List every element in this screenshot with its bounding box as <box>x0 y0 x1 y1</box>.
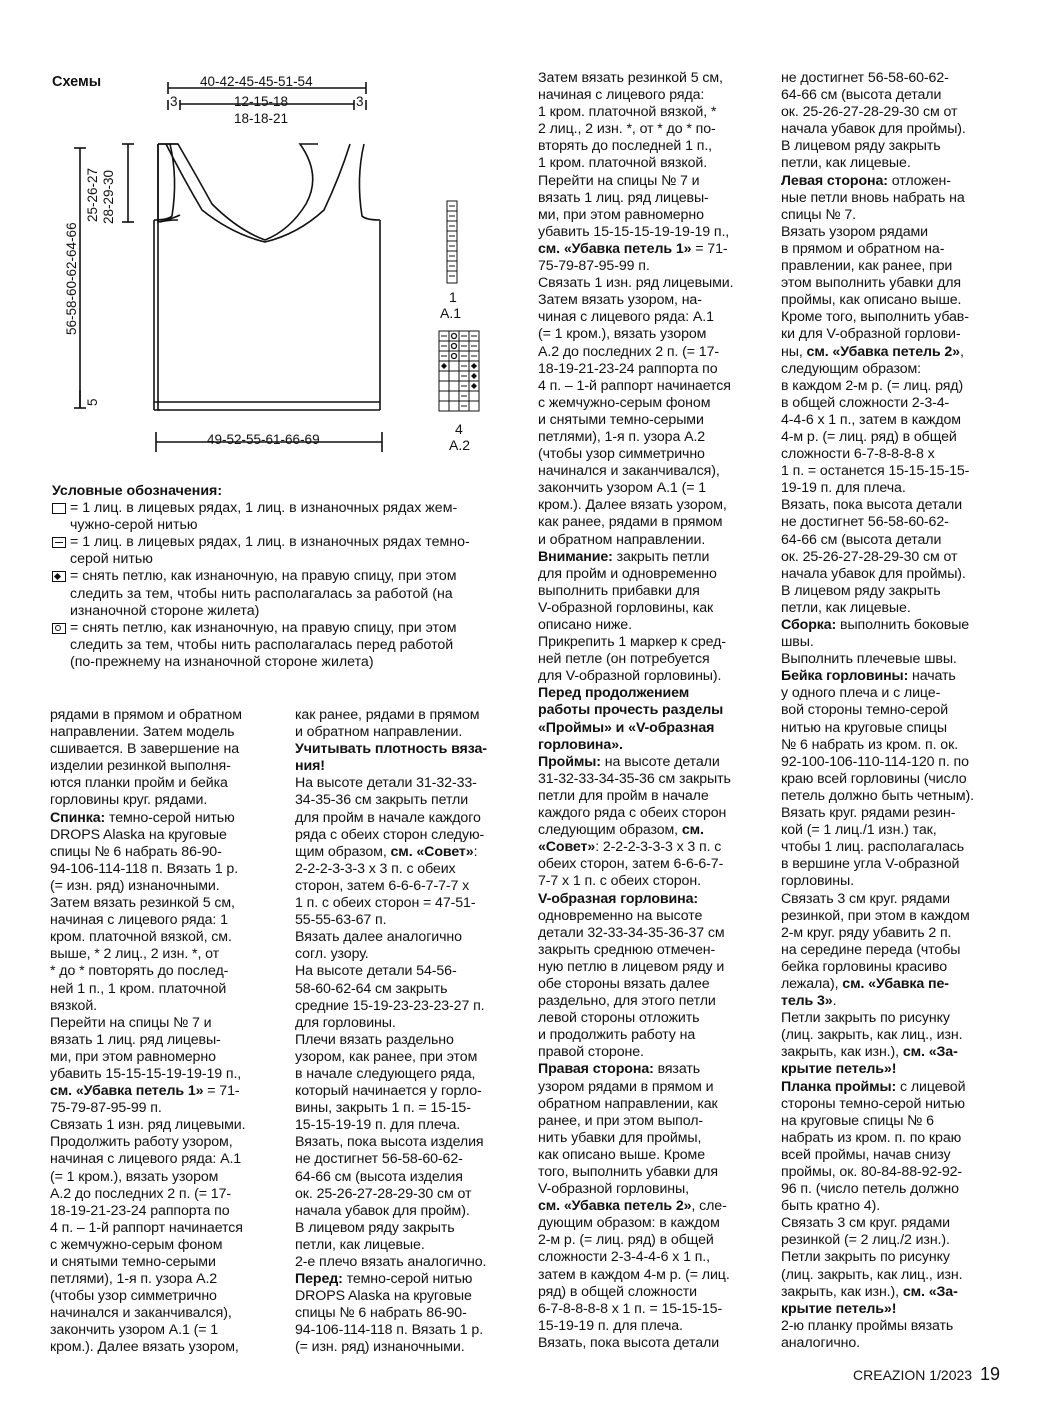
text-line: Перед: темно-серой нитью <box>295 1271 473 1288</box>
text-line: (чтобы узор симметрично <box>538 446 705 463</box>
text-line: аналогично. <box>781 1334 861 1351</box>
text-line: 64-66 см (высота детали <box>781 87 942 104</box>
text-line: петлями), 1-я п. узора A.2 <box>538 428 706 445</box>
text-line: рядами в прямом и обратном <box>50 707 242 723</box>
text-line: убавить 15-15-15-19-19-19 п., <box>50 1065 242 1082</box>
text-line: каждого ряда с обеих сторон <box>538 805 727 822</box>
text-line: левой стороны отложить <box>538 1010 700 1027</box>
text-line: средние 15-19-23-23-23-27 п. <box>295 997 485 1014</box>
text-line: Связать 1 изн. ряд лицевыми. <box>50 1117 246 1134</box>
text-line: следующим образом: <box>781 360 922 377</box>
text-line: кром.). Далее вязать узором, <box>538 497 727 514</box>
text-line: раздельно, для этого петли <box>538 993 716 1010</box>
text-line: ранее, и при этом выпол- <box>538 1112 704 1129</box>
text-line: стороны темно-серой нитью <box>781 1095 965 1112</box>
text-line: обратном направлении, как <box>538 1095 718 1112</box>
text-line: сшивается. В завершение на <box>50 741 240 758</box>
text-line: для горловины. <box>295 1014 396 1031</box>
text-line: правлении, как ранее, при <box>781 258 953 275</box>
text-line: вязкой. <box>50 997 97 1014</box>
text-line: в вершине угла V-образной <box>781 856 960 873</box>
text-line: 18-19-21-23-24 раппорта по <box>50 1202 230 1219</box>
text-line: вязать 1 лиц. ряд лицевы- <box>50 1031 221 1048</box>
text-line: спицы № 6 набрать 86-90- <box>295 1305 467 1322</box>
text-line: кром. платочной вязкой, см. <box>50 929 232 946</box>
text-line: В лицевом ряду закрыть <box>781 138 941 155</box>
text-line: детали 32-33-34-35-36-37 см <box>538 924 725 941</box>
text-line: обеих сторон, затем 6-6-6-7- <box>538 856 724 873</box>
text-line: нить убавки для проймы, <box>538 1129 702 1146</box>
text-line: Внимание: закрыть петли <box>538 548 710 565</box>
text-line: 2 лиц., 2 изн. *, от * до * по- <box>538 121 716 138</box>
page-footer <box>853 1364 1000 1385</box>
text-line: описано ниже. <box>538 617 632 633</box>
text-line: 58-60-62-64 см закрыть <box>295 980 448 997</box>
text-line: V-образной горловины, <box>538 1181 689 1198</box>
text-line: Вязать, пока высота изделия <box>295 1134 484 1151</box>
armhole-depth-1-label: 25-26-27 <box>85 167 100 222</box>
text-line: 55-55-63-67 п. <box>295 912 387 929</box>
chart-a2 <box>438 330 484 422</box>
text-line: закрыть, как изн.), см. «За- <box>781 1044 958 1061</box>
text-line: 7-7 х 1 п. с обеих сторон. <box>538 873 701 890</box>
text-line: вины, закрыть 1 п. = 15-15- <box>295 1100 471 1117</box>
text-line: проймы, как описано выше. <box>781 292 962 309</box>
text-line: закончить узором A.1 (= 1 <box>538 480 707 497</box>
text-line: и обратном направлении. <box>295 724 463 741</box>
neck-width-2-label: 18-18-21 <box>234 111 289 126</box>
text-line: крытие петель»! <box>781 1061 897 1078</box>
text-line: 34-35-36 см закрыть петли <box>295 792 469 809</box>
legend <box>52 483 522 671</box>
text-line: начиная с лицевого ряда: 1 <box>50 912 228 929</box>
text-line: (лиц. закрыть, как лиц., изн. <box>781 1266 963 1283</box>
text-line: 96 п. (число петель должно <box>781 1181 959 1198</box>
text-line: вязать 1 лиц. ряд лицевы- <box>538 189 709 206</box>
text-line: набрать из кром. п. по краю <box>781 1129 962 1146</box>
text-line: Сборка: выполнить боковые <box>781 617 970 633</box>
text-line: Вязать круг. рядами резин- <box>781 805 956 822</box>
text-line: и обратном направлении. <box>538 531 706 548</box>
text-line: Вязать, пока высота детали <box>781 497 963 514</box>
text-line: направлении. Затем модель <box>50 724 235 741</box>
text-line: A.2 до последних 2 п. (= 17- <box>50 1185 232 1202</box>
text-line: Перейти на спицы № 7 и <box>50 1014 212 1031</box>
text-line: петли, как лицевые. <box>781 155 911 172</box>
text-line: 15-15-19-19 п. для плеча. <box>295 1117 461 1134</box>
text-line: (лиц. закрыть, как лиц., изн. <box>781 1027 963 1044</box>
text-line: который начинается у горло- <box>295 1083 482 1100</box>
legend-item: = снять петлю, как изнаночную, на правую спицу, при этом следить за тем, чтобы нить располагалась за работой (на изнаночной стороне жилета) <box>52 568 522 619</box>
text-line: работы прочесть разделы <box>538 702 724 719</box>
text-line: ряд) в общей сложности <box>538 1283 697 1300</box>
text-line: Правая сторона: вязать <box>538 1061 701 1078</box>
text-line: ряда с обеих сторон следую- <box>295 826 485 843</box>
text-line: ные петли вновь набрать на <box>781 189 965 206</box>
text-line: и снятыми темно-серыми <box>538 411 704 428</box>
text-line: (= 1 кром.), вязать узором <box>50 1168 219 1185</box>
text-line: горловины. <box>781 873 854 890</box>
text-line: Выполнить плечевые швы. <box>781 651 957 668</box>
text-line: в общей сложности 2-3-4- <box>781 394 950 411</box>
text-line: петли, как лицевые. <box>295 1236 425 1253</box>
text-line: кром.). Далее вязать узором, <box>50 1339 239 1356</box>
text-line: ми, при этом равномерно <box>538 206 704 223</box>
text-line: на середине переда (чтобы <box>781 941 961 958</box>
total-height-label: 56-58-60-62-64-66 <box>64 222 79 335</box>
legend-item: = снять петлю, как изнаночную, на правую спицу, при этом следить за тем, чтобы нить располагалась перед работой (по-прежнему на изнаночной стороне жилета) <box>52 620 522 671</box>
text-line: V-образной горловины, как <box>538 599 714 616</box>
text-line: ок. 25-26-27-28-29-30 см от <box>781 548 958 565</box>
text-line: см. «Убавка петель 1» = 71- <box>50 1083 240 1100</box>
text-line: вой стороны темно-серой <box>781 702 949 719</box>
text-line: ны, см. «Убавка петель 2», <box>781 343 964 360</box>
text-line: начиная с лицевого ряда: <box>538 87 705 104</box>
text-line: горловины круг. рядами. <box>50 792 208 809</box>
text-line: (= изн. ряд) изнаночными. <box>295 1339 465 1356</box>
text-line: в начале следующего ряда, <box>295 1065 476 1082</box>
text-line: согл. узору. <box>295 946 369 963</box>
text-column-3 <box>538 70 773 1352</box>
text-line: 2-е плечо вязать аналогично. <box>295 1254 487 1270</box>
text-line: у одного плеча и с лице- <box>781 685 941 702</box>
text-line: щим образом, см. «Совет»: <box>295 843 478 860</box>
page-number: 19 <box>979 1364 1000 1384</box>
text-line: петли, как лицевые. <box>781 599 911 616</box>
text-line: не достигнет 56-58-60-62- <box>781 514 949 531</box>
text-line: 18-19-21-23-24 раппорта по <box>538 360 718 377</box>
text-line: Кроме того, выполнить убав- <box>781 309 969 326</box>
text-line: ок. 25-26-27-28-29-30 см от <box>781 104 958 121</box>
bottom-width-label: 49-52-55-61-66-69 <box>207 432 320 447</box>
shoulder-left-label: 3 <box>170 94 178 109</box>
text-line: Связать 3 см круг. рядами <box>781 1215 950 1232</box>
schemes-heading: Схемы <box>52 74 102 90</box>
text-line: 64-66 см (высота детали <box>781 531 942 548</box>
legend-item: = 1 лиц. в лицевых рядах, 1 лиц. в изнаночных рядах жем- чужно-серой нитью <box>52 500 522 534</box>
armhole-depth-2-label: 28-29-30 <box>101 169 116 224</box>
text-line: На высоте детали 31-32-33- <box>295 775 477 792</box>
text-line: вторять до последней 1 п., <box>538 138 713 155</box>
text-line: Вязать, пока высота детали <box>538 1334 720 1351</box>
text-line: сложности 2-3-4-4-6 х 1 п., <box>538 1249 710 1266</box>
text-line: нитью на круговые спицы <box>781 719 947 736</box>
text-line: в прямом и обратном на- <box>781 240 945 257</box>
text-line: сложности 6-7-8-8-8-8 х <box>781 446 935 463</box>
text-line: 64-66 см (высота изделия <box>295 1168 463 1185</box>
text-line: Левая сторона: отложен- <box>781 172 951 189</box>
text-line: ми, при этом равномерно <box>50 1048 216 1065</box>
magazine-issue: CREAZION 1/2023 <box>853 1367 973 1383</box>
text-line: Бейка горловины: начать <box>781 668 956 685</box>
circle-square-icon <box>52 623 66 634</box>
legend-item: = 1 лиц. в лицевых рядах, 1 лиц. в изнаночных рядах темно- серой нитью <box>52 534 522 568</box>
text-line: не достигнет 56-58-60-62- <box>295 1151 463 1168</box>
text-line: обе стороны вязать далее <box>538 975 710 992</box>
text-line: на круговые спицы № 6 <box>781 1112 934 1129</box>
text-line: 4-м р. (= лиц. ряд) в общей <box>781 428 957 445</box>
text-line: закрыть среднюю отмечен- <box>538 941 716 958</box>
text-line: Спинка: темно-серой нитью <box>50 809 235 826</box>
text-line: убавить 15-15-15-19-19-19 п., <box>538 223 730 240</box>
text-line: ней петле (он потребуется <box>538 651 710 668</box>
text-line: (= изн. ряд) изнаночными. <box>50 877 220 894</box>
text-line: тель 3». <box>781 993 837 1010</box>
text-line: * до * повторять до послед- <box>50 963 229 980</box>
text-line: 1 кром. платочной вязкой. <box>538 155 708 172</box>
text-line: На высоте детали 54-56- <box>295 963 457 980</box>
text-line: начала убавок для пройм). <box>295 1202 470 1219</box>
text-column-4 <box>781 70 1016 1352</box>
text-line: 2-м круг. ряду убавить 2 п. <box>781 924 952 941</box>
text-line: начинался и заканчивался), <box>50 1305 232 1322</box>
text-line: швы. <box>781 634 814 651</box>
text-line: «Совет»: 2-2-2-3-3-3 х 3 п. с <box>538 839 722 856</box>
text-line: закончить узором A.1 (= 1 <box>50 1322 219 1339</box>
text-line: бейка горловины красиво <box>781 958 948 975</box>
empty-square-icon <box>52 503 66 514</box>
text-line: см. «Убавка петель 1» = 71- <box>538 240 728 257</box>
text-line: ную петлю в лицевом ряду и <box>538 958 725 975</box>
text-line: 1 п. с обеих сторон = 47-51- <box>295 895 476 912</box>
chart-a1-label: A.1 <box>440 305 462 321</box>
text-line: Связать 3 см круг. рядами <box>781 890 950 907</box>
text-line: петлями), 1-я п. узора A.2 <box>50 1271 218 1288</box>
text-line: (= 1 кром.), вязать узором <box>538 326 707 343</box>
text-line: начиная с лицевого ряда: A.1 <box>50 1151 242 1168</box>
text-line: этом выполнить убавки для <box>781 275 962 292</box>
text-line: того, выполнить убавки для <box>538 1164 718 1180</box>
text-line: краю всей горловины (число <box>781 770 967 787</box>
text-line: узором, как ранее, при этом <box>295 1048 478 1065</box>
text-line: с жемчужно-серым фоном <box>538 394 711 411</box>
text-line: кой (= 1 лиц./1 изн.) так, <box>781 822 937 839</box>
rib-height-label: 5 <box>85 398 100 406</box>
text-line: Продолжить работу узором, <box>50 1134 233 1151</box>
text-line: спицы № 6 набрать 86-90- <box>50 843 222 860</box>
text-line: Петли закрыть по рисунку <box>781 1249 950 1266</box>
text-line: не достигнет 56-58-60-62- <box>781 70 949 86</box>
text-line: 75-79-87-95-99 п. <box>50 1100 162 1117</box>
diamond-square-icon <box>52 571 66 582</box>
text-line: резинкой (= 2 лиц./2 изн.). <box>781 1232 950 1249</box>
text-line: следующим образом, см. <box>538 822 704 839</box>
text-line: лежала), см. «Убавка пе- <box>781 975 949 992</box>
text-line: сторон, затем 6-6-6-7-7-7 х <box>295 877 470 894</box>
text-line: спицы № 7. <box>781 206 856 223</box>
text-line: одновременно на высоте <box>538 907 703 924</box>
text-line: как описано выше. Кроме <box>538 1146 705 1163</box>
text-line: и снятыми темно-серыми <box>50 1254 216 1270</box>
text-line: крытие петель»! <box>781 1300 897 1317</box>
text-line: 4 п. – 1-й раппорт начинается <box>538 377 731 394</box>
text-line: DROPS Alaska на круговые <box>50 826 227 843</box>
chart-a1-count: 1 <box>449 289 457 305</box>
text-line: Связать 1 изн. ряд лицевыми. <box>538 275 734 292</box>
vest-schematic <box>50 70 400 460</box>
text-line: дующим образом: в каждом <box>538 1215 720 1232</box>
text-line: 2-ю планку проймы вязать <box>781 1317 954 1334</box>
text-line: как ранее, рядами в прямом <box>538 514 723 531</box>
text-line: V-образная горловина: <box>538 890 699 907</box>
legend-title: Условные обозначения: <box>52 483 223 499</box>
text-line: резинкой, при этом в каждом <box>781 907 970 924</box>
text-column-1 <box>50 707 285 1357</box>
text-line: Перейти на спицы № 7 и <box>538 172 700 189</box>
text-line: в каждом 2-м р. (= лиц. ряд) <box>781 377 964 394</box>
text-line: узором рядами в прямом и <box>538 1078 714 1095</box>
text-line: 75-79-87-95-99 п. <box>538 258 650 275</box>
text-line: (чтобы узор симметрично <box>50 1288 217 1305</box>
text-line: 2-2-2-3-3-3 х 3 п. с обеих <box>295 860 456 877</box>
text-line: для V-образной горловины). <box>538 668 722 685</box>
dash-square-icon <box>52 537 66 548</box>
text-line: с жемчужно-серым фоном <box>50 1236 223 1253</box>
text-line: петель должно быть четным). <box>781 787 974 804</box>
text-line: закрыть, как изн.), см. «За- <box>781 1283 958 1300</box>
text-line: ней 1 п., 1 кром. платочной <box>50 980 227 997</box>
chart-a1 <box>446 200 462 288</box>
text-line: DROPS Alaska на круговые <box>295 1288 472 1305</box>
text-line: петли для пройм в начале <box>538 787 709 804</box>
text-line: 4-4-6 х 1 п., затем в каждом <box>781 411 961 428</box>
top-width-label: 40-42-45-45-51-54 <box>200 74 313 89</box>
text-line: начала убавок для проймы). <box>781 565 966 582</box>
text-line: Затем вязать резинкой 5 см, <box>50 895 235 912</box>
text-line: 92-100-106-110-114-120 п. по <box>781 753 969 770</box>
text-line: Вязать узором рядами <box>781 223 928 240</box>
text-line: Затем вязать узором, на- <box>538 292 702 309</box>
text-line: и продолжить работу на <box>538 1027 696 1044</box>
text-line: В лицевом ряду закрыть <box>781 582 941 599</box>
text-line: Перед продолжением <box>538 685 690 702</box>
text-line: начала убавок для проймы). <box>781 121 966 138</box>
text-line: 15-19-19 п. для плеча. <box>538 1317 683 1334</box>
text-line: 94-106-114-118 п. Вязать 1 р. <box>295 1322 484 1339</box>
text-line: Петли закрыть по рисунку <box>781 1010 950 1027</box>
text-line: чиная с лицевого ряда: A.1 <box>538 309 714 326</box>
text-line: Проймы: на высоте детали <box>538 753 720 770</box>
text-line: Планка проймы: с лицевой <box>781 1078 966 1095</box>
text-line: начинался и заканчивался), <box>538 463 720 480</box>
text-line: A.2 до последних 2 п. (= 17- <box>538 343 720 360</box>
text-line: В лицевом ряду закрыть <box>295 1219 455 1236</box>
text-line: Затем вязать резинкой 5 см, <box>538 70 723 86</box>
chart-a2-label: A.2 <box>449 437 471 453</box>
text-line: правой стороне. <box>538 1044 644 1061</box>
neck-width-1-label: 12-15-18 <box>234 94 289 109</box>
text-line: 94-106-114-118 п. Вязать 1 р. <box>50 860 239 877</box>
text-line: Плечи вязать раздельно <box>295 1031 454 1048</box>
text-line: ки для V-образной горлови- <box>781 326 961 343</box>
text-line: 31-32-33-34-35-36 см закрыть <box>538 770 731 787</box>
text-line: см. «Убавка петель 2», сле- <box>538 1198 727 1215</box>
text-line: 1 п. = останется 15-15-15-15- <box>781 463 970 480</box>
text-line: Прикрепить 1 маркер к сред- <box>538 634 726 651</box>
text-line: 2-м р. (= лиц. ряд) в общей <box>538 1232 714 1249</box>
text-line: ются планки пройм и бейка <box>50 775 228 792</box>
text-line: изделии резинкой выполня- <box>50 758 231 775</box>
text-line: «Проймы» и «V-образная <box>538 719 715 736</box>
text-line: всей проймы, начав снизу <box>781 1146 951 1163</box>
text-line: чтобы 1 лиц. располагалась <box>781 839 965 856</box>
shoulder-right-label: 3 <box>356 94 364 109</box>
text-line: выполнить прибавки для <box>538 582 700 599</box>
text-line: 1 кром. платочной вязкой, * <box>538 104 717 121</box>
text-line: Вязать далее аналогично <box>295 929 462 946</box>
text-line: горловина». <box>538 736 623 753</box>
text-line: 6-7-8-8-8-8 х 1 п. = 15-15-15- <box>538 1300 723 1317</box>
text-line: затем в каждом 4-м р. (= лиц. <box>538 1266 730 1283</box>
text-line: для пройм и одновременно <box>538 565 717 582</box>
text-column-2 <box>295 707 530 1357</box>
text-line: выше, * 2 лиц., 2 изн. *, от <box>50 946 220 963</box>
text-line: № 6 набрать из кром. п. ок. <box>781 736 959 753</box>
text-line: ок. 25-26-27-28-29-30 см от <box>295 1185 472 1202</box>
text-line: 19-19 п. для плеча. <box>781 480 906 497</box>
chart-a2-count: 4 <box>455 421 463 437</box>
text-line: ния! <box>295 758 325 775</box>
text-line: для пройм в начале каждого <box>295 809 481 826</box>
text-line: как ранее, рядами в прямом <box>295 707 480 723</box>
text-line: 4 п. – 1-й раппорт начинается <box>50 1219 243 1236</box>
text-line: Учитывать плотность вяза- <box>295 741 487 758</box>
text-line: быть кратно 4). <box>781 1198 881 1215</box>
text-line: проймы, ок. 80-84-88-92-92- <box>781 1164 963 1180</box>
